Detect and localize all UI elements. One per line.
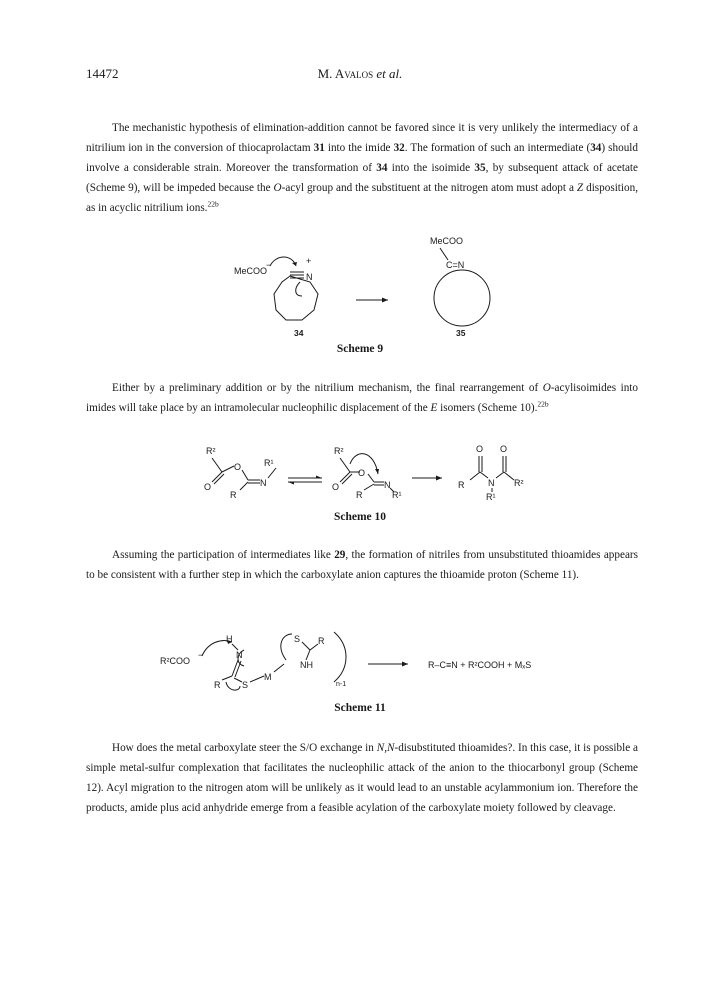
reference-superscript: 22b (537, 399, 549, 409)
label-34: 34 (294, 328, 304, 338)
scheme-9-diagram (0, 230, 720, 342)
azepine-ring (274, 276, 318, 320)
compound-ref: 34 (590, 142, 602, 154)
paragraph-3: Assuming the participation of intermediates like 29, the formation of nitriles from unsubstituted thioamides appears to be consistent with a further step in which the carboxylate anion captures the thioamide proton (Scheme 11). (86, 549, 638, 581)
h-label: H (226, 634, 233, 644)
subscript-label: n-1 (336, 681, 347, 688)
r-label: R (318, 636, 325, 646)
s-label: S (242, 680, 249, 690)
paragraph-1: The mechanistic hypothesis of elimination-addition cannot be favored since it is very unlikely the intermediacy of a nitrilium ion in the conversion of thiocaprolactam 31 into the imide 32. The formation of such an intermediate (34) should involve a considerable strain. Moreover the transformation of 34 into the isoimide 35, by subsequent attack of acetate (Scheme 9), will be impeded because the O-acyl group and the substituent at the nitrogen atom must adopt a Z disposition, as in acyclic nitrilium ions.$^{22b}$ (86, 122, 639, 214)
o-label: O (500, 444, 508, 454)
left-paren (281, 634, 292, 660)
s-label: S (294, 634, 301, 644)
scheme-10-diagram (0, 444, 720, 504)
nitrilium-n: N (306, 272, 313, 282)
compound-ref: 29 (334, 549, 346, 561)
scheme-11-diagram (0, 628, 720, 698)
nh-label: NH (300, 660, 313, 670)
running-head-etal: et al. (373, 66, 403, 81)
carboxylate-charge: − (198, 650, 204, 660)
compound-ref: 31 (313, 142, 325, 154)
r1-label: R¹ (264, 458, 274, 468)
o-label: O (332, 482, 340, 492)
curved-arrow-1 (270, 257, 296, 266)
reactant-anion: MeCOO (234, 266, 268, 276)
curved-arrow-2 (296, 282, 302, 296)
r-label: R (356, 490, 363, 500)
scheme-10-caption: Scheme 10 (333, 511, 387, 523)
product-cn: C=N (446, 260, 465, 270)
r2-label: R² (514, 478, 524, 488)
o-label: O (476, 444, 484, 454)
scheme-9-caption: Scheme 9 (336, 343, 384, 355)
r1-label: R¹ (392, 490, 402, 500)
label-35: 35 (456, 328, 466, 338)
nitrilium-charge: + (306, 256, 312, 266)
running-head-author: M. Avalos (317, 66, 374, 81)
right-paren (334, 632, 346, 682)
n-label: N (488, 478, 495, 488)
compound-ref: 34 (376, 162, 388, 174)
r1-label: R¹ (486, 492, 496, 502)
m-label: M (264, 672, 272, 682)
o-label: O (234, 462, 242, 472)
scheme-11-caption: Scheme 11 (334, 702, 386, 714)
r2-label: R² (334, 446, 344, 456)
o-label: O (204, 482, 212, 492)
n-label: N (236, 650, 243, 660)
product-ester: MeCOO (430, 236, 464, 246)
r-label: R (214, 680, 221, 690)
macro-ring (434, 270, 490, 326)
compound-ref: 35 (474, 162, 486, 174)
products-label: R–C≡N + R²COOH + MₓS (428, 660, 532, 670)
n-label: N (384, 480, 391, 490)
n-label: N (260, 478, 267, 488)
o-label: O (358, 468, 366, 478)
r-label: R (230, 490, 237, 500)
r2-label: R² (206, 446, 216, 456)
paragraph-4: How does the metal carboxylate steer the S/O exchange in N,N-disubstituted thioamides?. In this case, it is possible a simple metal-sulfur complexation that facilitates the nucleophilic attack of the anion to the thiocarbonyl group (Scheme 12). Acyl migration to the nitrogen atom will be unlikely as it would lead to an unstable acylammonium ion. Therefore the products, amide plus acid anhydride emerge from a feasible acylation of the carboxylate moiety followed by cleavage. (86, 742, 639, 814)
compound-ref: 32 (393, 142, 405, 154)
page-number: 14472 (86, 66, 119, 81)
anion-charge: − (266, 260, 272, 270)
paragraph-2: Either by a preliminary addition or by the nitrilium mechanism, the final rearrangement of O-acylisoimides into imides will take place by an intramolecular nucleophilic displacement of the E isomers (Scheme 10).$^{22b}$ (86, 382, 638, 414)
running-head (0, 66, 720, 82)
r-label: R (458, 480, 465, 490)
reference-superscript: 22b (207, 199, 219, 209)
carboxylate-label: R²COO (160, 656, 190, 666)
